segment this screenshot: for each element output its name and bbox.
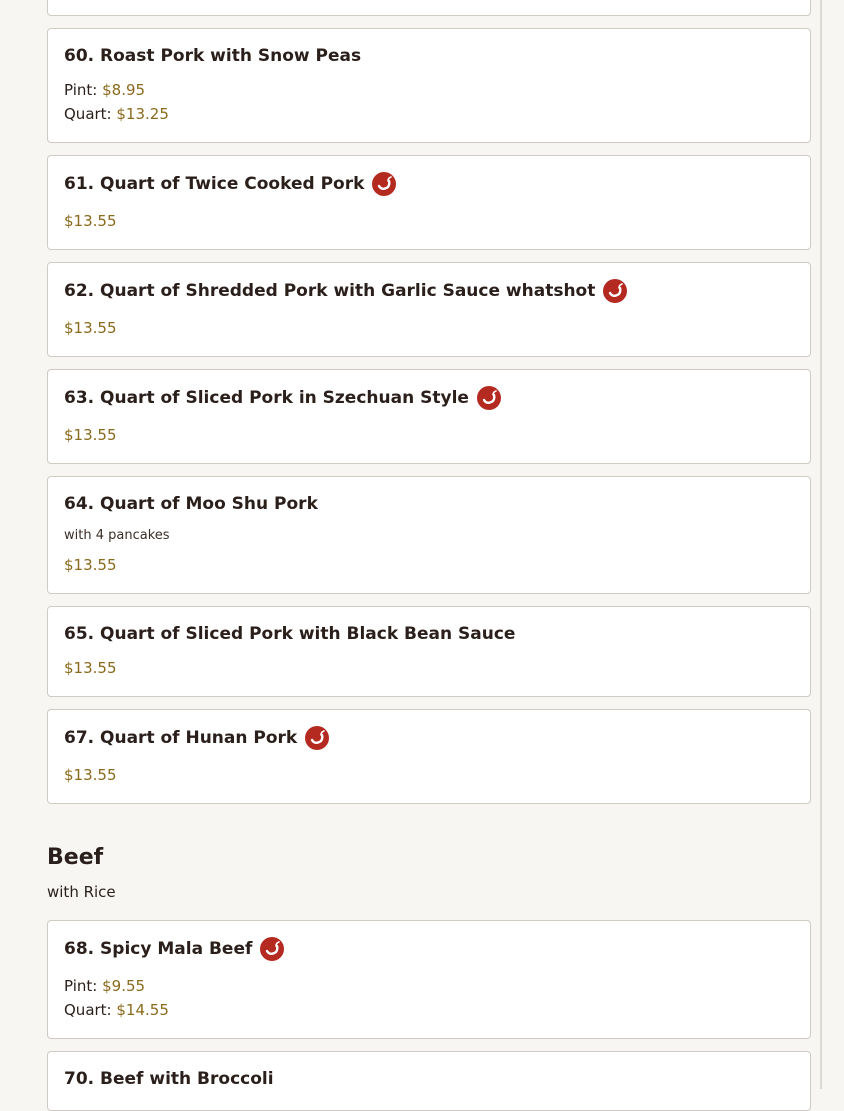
menu-item-card[interactable] bbox=[47, 28, 811, 143]
item-description: with 4 pancakes bbox=[64, 528, 170, 543]
menu-item-card[interactable] bbox=[47, 1051, 811, 1111]
section-subtitle: with Rice bbox=[47, 883, 116, 901]
menu-item-card[interactable] bbox=[47, 155, 811, 250]
menu-item-title: 68. Spicy Mala Beef bbox=[64, 937, 284, 961]
chili-pepper-icon bbox=[372, 172, 396, 196]
item-price: $13.55 bbox=[64, 426, 117, 444]
menu-item-title: 60. Roast Pork with Snow Peas bbox=[64, 46, 362, 66]
menu-item-title: 70. Beef with Broccoli bbox=[64, 1069, 274, 1089]
chili-pepper-icon bbox=[260, 937, 284, 961]
menu-item-card[interactable] bbox=[47, 476, 811, 594]
pint-price-line bbox=[64, 976, 145, 996]
item-price: $13.55 bbox=[64, 766, 117, 784]
menu-item-title: 64. Quart of Moo Shu Pork bbox=[64, 494, 318, 514]
pint-label: Pint: bbox=[64, 977, 98, 995]
quart-price-line bbox=[64, 1000, 169, 1020]
chili-pepper-icon bbox=[477, 386, 501, 410]
pint-price-line bbox=[64, 80, 145, 100]
pint-price: $8.95 bbox=[102, 81, 146, 99]
pint-price: $9.55 bbox=[102, 977, 146, 995]
quart-label: Quart: bbox=[64, 1001, 112, 1019]
menu-item-card[interactable] bbox=[47, 262, 811, 357]
menu-item-title: 62. Quart of Shredded Pork with Garlic Sauce whatshot bbox=[64, 279, 627, 303]
menu-item-card[interactable] bbox=[47, 709, 811, 804]
menu-item-card[interactable] bbox=[47, 920, 811, 1039]
menu-item-title: 63. Quart of Sliced Pork in Szechuan Style bbox=[64, 386, 501, 410]
quart-price-line bbox=[64, 104, 169, 124]
menu-item-card[interactable] bbox=[47, 606, 811, 697]
item-price: $13.55 bbox=[64, 659, 117, 677]
item-price: $13.55 bbox=[64, 212, 117, 230]
item-price: $13.55 bbox=[64, 319, 117, 337]
quart-price: $14.55 bbox=[116, 1001, 169, 1019]
item-price: $13.55 bbox=[64, 556, 117, 574]
quart-label: Quart: bbox=[64, 105, 112, 123]
menu-item-title: 65. Quart of Sliced Pork with Black Bean Sauce bbox=[64, 624, 516, 644]
menu-item-title: 61. Quart of Twice Cooked Pork bbox=[64, 172, 396, 196]
menu-item-title: 67. Quart of Hunan Pork bbox=[64, 726, 329, 750]
section-title: Beef bbox=[47, 845, 104, 870]
quart-price: $13.25 bbox=[116, 105, 169, 123]
pint-label: Pint: bbox=[64, 81, 98, 99]
chili-pepper-icon bbox=[603, 279, 627, 303]
chili-pepper-icon bbox=[305, 726, 329, 750]
menu-item-card[interactable] bbox=[47, 369, 811, 464]
menu-item-card-partial[interactable] bbox=[47, 0, 811, 16]
